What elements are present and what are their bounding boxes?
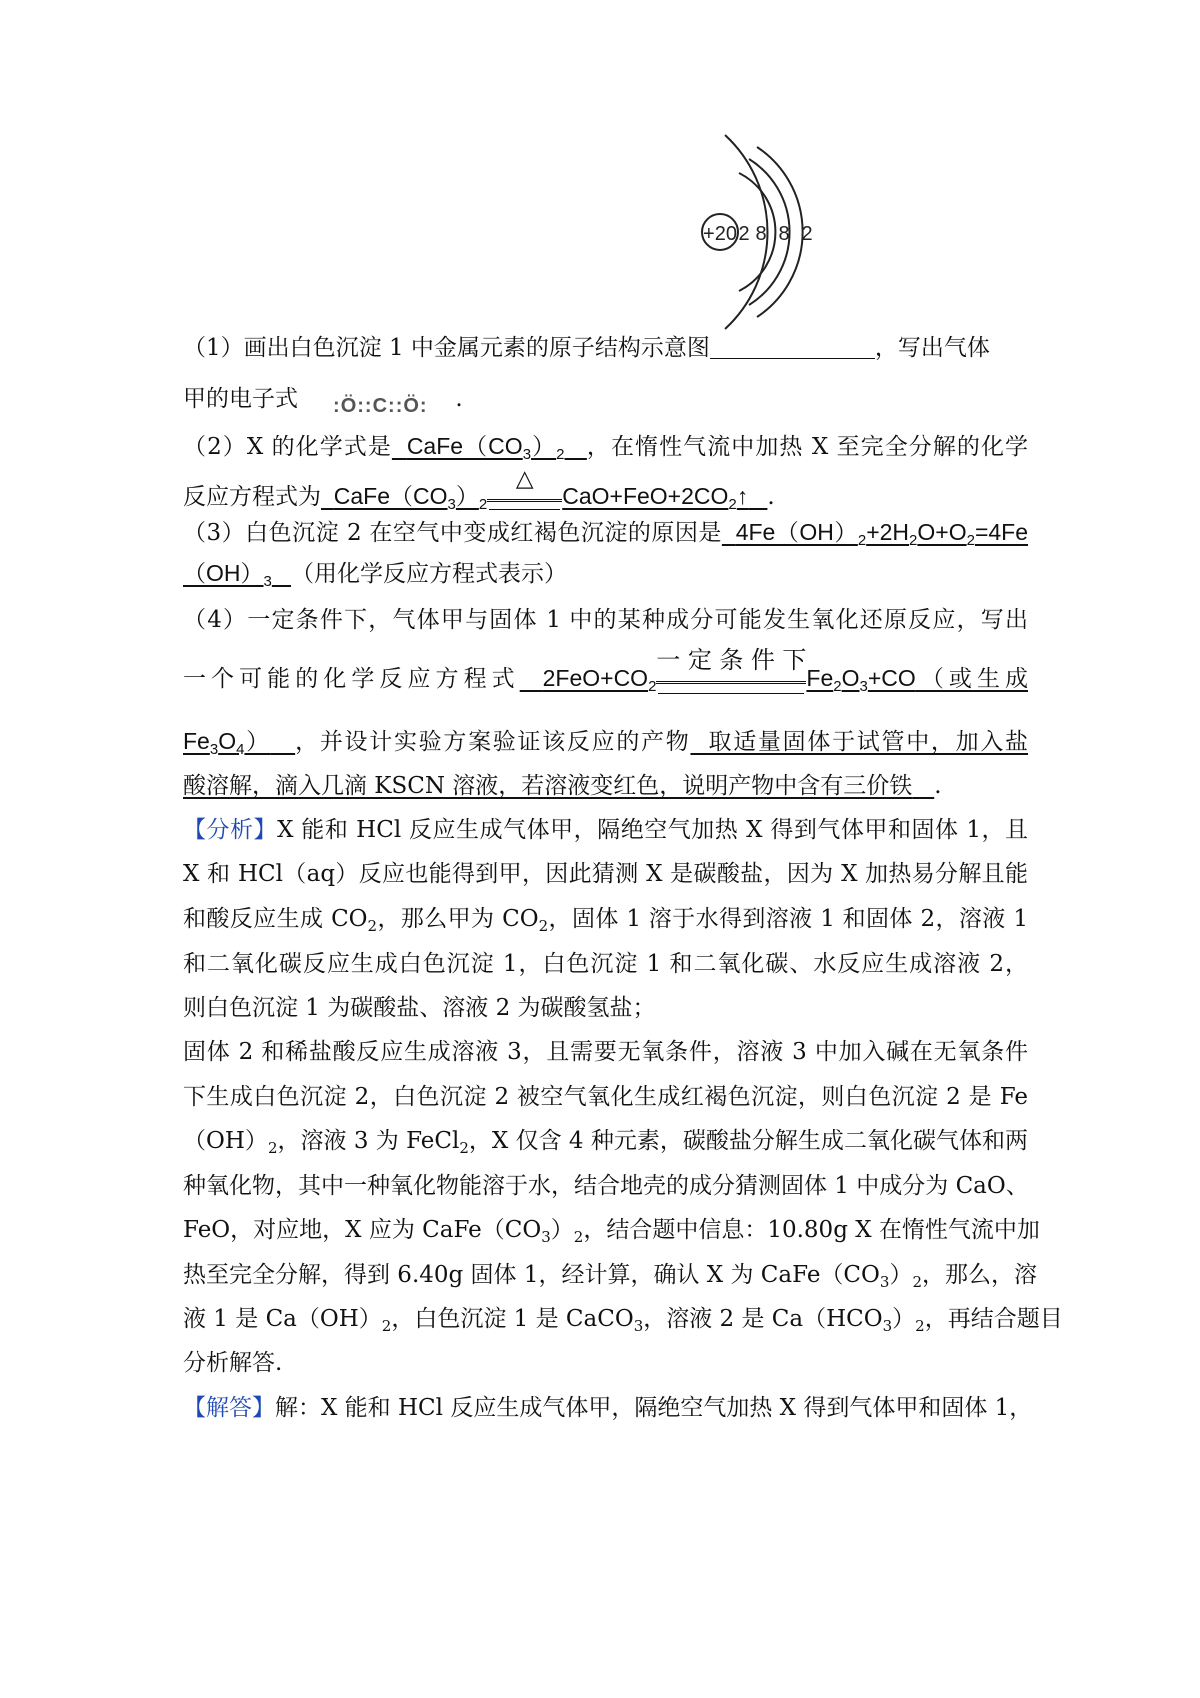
- q3-sub-d: 3: [263, 573, 272, 590]
- q3-text-a: （3）白色沉淀 2 在空气中变成红褐色沉淀的原因是: [183, 520, 722, 546]
- q3-line-2: [183, 558, 1028, 589]
- q2-end: .: [767, 484, 775, 510]
- analysis-line-8: [183, 1126, 1028, 1156]
- analysis-line-4: [183, 949, 1028, 979]
- analysis-line-9: [183, 1171, 1028, 1201]
- q4-text-a: 一个可能的化学反应方程式: [183, 666, 520, 692]
- analysis-text-7: 下生成白色沉淀 2，白色沉淀 2 被空气氧化生成红褐色沉淀，则白色沉淀 2 是 Fe: [183, 1084, 1029, 1110]
- q2-formula: CaFe（CO: [406, 433, 523, 459]
- analysis-sub-11b: 2: [912, 1273, 922, 1291]
- q1-line-2: [183, 384, 1028, 421]
- q1-answer-blank: [710, 334, 875, 359]
- analysis-text-13: 分析解答.: [183, 1350, 283, 1376]
- q2-condition-sign: [487, 465, 562, 502]
- gas-up-arrow: ↑: [736, 483, 749, 509]
- q4-alt-sub-fe: 3: [209, 741, 219, 758]
- q4-eq-left: 2FeO+CO: [542, 665, 649, 691]
- q4-condition-sign: [656, 646, 807, 684]
- analysis-line-2: [183, 859, 1028, 889]
- analysis-text-2: X 和 HCl（aq）反应也能得到甲，因此猜测 X 是碳酸盐，因为 X 加热易分解且能: [183, 861, 1028, 887]
- analysis-line-6: [183, 1037, 1028, 1067]
- q4-experiment-part1: 取适量固体于试管中，加入盐: [708, 729, 1029, 755]
- analysis-sub-3b: 2: [538, 917, 549, 935]
- analysis-line-12: [183, 1304, 1063, 1335]
- nucleus-charge: +20: [703, 223, 737, 245]
- q4-experiment-answer: [690, 729, 1028, 755]
- analysis-sub-10a: 3: [541, 1228, 551, 1246]
- analysis-text-12b: ，白色沉淀 1 是 CaCO: [391, 1306, 634, 1332]
- q2-heat-symbol: △: [515, 465, 534, 491]
- analysis-line-13: [183, 1348, 1028, 1378]
- q4-line-1: [183, 605, 1028, 635]
- analysis-text-11b: ）: [889, 1262, 913, 1288]
- analysis-text-10a: FeO，对应地，X 应为 CaFe（CO: [183, 1217, 542, 1243]
- q3-eq-b: +2H: [866, 519, 910, 545]
- q1-lewis-answer: [305, 384, 455, 421]
- q3-eq-a: 4Fe（OH）: [735, 519, 858, 545]
- q4-line-3: [183, 726, 1028, 757]
- q2-sub2: 2: [556, 446, 565, 463]
- q4-end: .: [934, 773, 942, 799]
- q2-line-2: [183, 465, 1028, 513]
- analysis-text-4: 和二氧化碳反应生成白色沉淀 1，白色沉淀 1 和二氧化碳、水反应生成溶液 2，: [183, 951, 1028, 977]
- q4-condition-text: 一定条件下: [656, 646, 807, 674]
- q2-eq-right-sub: 2: [728, 496, 737, 513]
- analysis-text-3c: ，固体 1 溶于水得到溶液 1 和固体 2，溶液 1: [548, 906, 1029, 932]
- q2-sub3: 3: [522, 446, 532, 463]
- analysis-sub-11a: 3: [879, 1273, 890, 1291]
- analysis-sub-3a: 2: [367, 917, 378, 935]
- solution-text-1: 解：X 能和 HCl 反应生成气体甲，隔绝空气加热 X 得到气体甲和固体 1，: [275, 1395, 1033, 1421]
- analysis-text-3b: ，那么甲为 CO: [377, 906, 539, 932]
- q3-sub-b: 2: [909, 532, 918, 549]
- analysis-text-11c: ，那么，溶: [921, 1262, 1037, 1288]
- q3-sub-c: 2: [966, 532, 975, 549]
- analysis-line-1: [183, 815, 1028, 845]
- q2-condition-rule: [489, 509, 560, 510]
- analysis-line-10: [183, 1215, 1040, 1246]
- analysis-text-1: X 能和 HCl 反应生成气体甲，隔绝空气加热 X 得到气体甲和固体 1，且: [277, 817, 1029, 843]
- shell-electrons-4: 2: [801, 223, 813, 245]
- q4-eq-co: +CO: [867, 665, 916, 691]
- q1-text: （1）画出白色沉淀 1 中金属元素的原子结构示意图: [183, 335, 710, 361]
- atom-structure-diagram: [703, 145, 825, 340]
- q4-condition-rule: [658, 693, 804, 694]
- analysis-line-3: [183, 904, 1028, 934]
- analysis-text-10c: ，结合题中信息：10.80g X 在惰性气流中加: [583, 1217, 1040, 1243]
- q2-line2-text: 反应方程式为: [183, 484, 321, 510]
- analysis-line-7: [183, 1082, 1028, 1112]
- q3-equation-answer-cont: [183, 560, 291, 590]
- q2-eq-sub2: 2: [478, 496, 488, 513]
- analysis-sub-12a: 2: [381, 1317, 392, 1335]
- analysis-sub-12b: 3: [633, 1317, 644, 1335]
- analysis-tag: 【分析】: [183, 817, 278, 843]
- q4-alt-open: （或生成: [915, 666, 1029, 692]
- q4-alt-fe: Fe: [183, 728, 210, 754]
- analysis-sub-12d: 2: [915, 1317, 925, 1335]
- q4-experiment-part2: 酸溶解，滴入几滴 KSCN 溶液，若溶液变红色，说明产物中含有三价铁: [183, 773, 913, 799]
- analysis-text-11a: 热至完全分解，得到 6.40g 固体 1，经计算，确认 X 为 CaFe（CO: [183, 1262, 880, 1288]
- q4-alt-close: ）: [244, 728, 271, 754]
- q3-equation-answer: [722, 519, 1029, 549]
- q4-text: （4）一定条件下，气体甲与固体 1 中的某种成分可能发生氧化还原反应，写出: [183, 607, 1028, 633]
- q2-text-b: ，在惰性气流中加热 X 至完全分解的化学: [586, 434, 1029, 460]
- shell-electrons-1: 2: [738, 223, 750, 245]
- analysis-sub-10b: 2: [573, 1228, 584, 1246]
- q4-alt-sub-o: 4: [236, 741, 245, 758]
- q3-tail: （用化学反应方程式表示）: [291, 561, 568, 587]
- analysis-text-8a: （OH）: [183, 1128, 268, 1154]
- q4-equation-answer: [520, 646, 916, 695]
- lewis-structure-co2: :Ö::C::Ö:: [333, 395, 428, 417]
- q2-eq-sub3: 3: [447, 496, 456, 513]
- solution-line-1: [183, 1393, 1033, 1423]
- q4-line-2: [183, 646, 1029, 695]
- q4-eq-sub-fe: 2: [833, 678, 842, 695]
- q4-eq-sub-o: 3: [859, 678, 868, 695]
- analysis-text-10b: ）: [550, 1217, 574, 1243]
- q2-eq-paren: ）: [455, 483, 479, 509]
- analysis-text-9: 种氧化物，其中一种氧化物能溶于水，结合地壳的成分猜测固体 1 中成分为 CaO、: [183, 1173, 1029, 1199]
- q3-line-1: [183, 517, 1028, 548]
- analysis-text-12e: ，再结合题目: [924, 1306, 1063, 1332]
- solution-tag: 【解答】: [183, 1395, 275, 1421]
- q4-eq-o: O: [841, 665, 860, 691]
- analysis-text-12c: ，溶液 2 是 Ca（HCO: [643, 1306, 883, 1332]
- analysis-text-3a: 和酸反应生成 CO: [183, 906, 368, 932]
- analysis-text-6: 固体 2 和稀盐酸反应生成溶液 3，且需要无氧条件，溶液 3 中加入碱在无氧条件: [183, 1039, 1028, 1065]
- q4-experiment-answer-cont: [183, 773, 934, 799]
- analysis-text-12d: ）: [892, 1306, 916, 1332]
- q3-eq-c: O+O: [917, 519, 967, 545]
- analysis-line-5: [183, 993, 1028, 1023]
- q2-eq-left: CaFe（CO: [333, 483, 448, 509]
- analysis-sub-8b: 2: [459, 1139, 469, 1157]
- q2-line-1: [183, 431, 1028, 462]
- shell-electrons-3: 8: [778, 223, 790, 245]
- q4-eq-left-sub: 2: [648, 678, 657, 695]
- analysis-text-8b: ，溶液 3 为 FeCl: [277, 1128, 460, 1154]
- q4-alt-o: O: [218, 728, 237, 754]
- q2-formula-answer: [392, 433, 587, 463]
- q2-paren: ）: [531, 433, 557, 459]
- q2-eq-right: CaO+FeO+2CO: [562, 483, 729, 509]
- q4-line-4: [183, 771, 1028, 801]
- q4-alt-product: [183, 728, 295, 758]
- q3-sub-a: 2: [857, 532, 867, 549]
- q1-line-1: [183, 333, 1028, 363]
- q3-eq-cont: （OH）: [183, 560, 264, 586]
- analysis-sub-12c: 3: [882, 1317, 893, 1335]
- shell-electrons-2: 8: [755, 223, 767, 245]
- analysis-text-12a: 液 1 是 Ca（OH）: [183, 1306, 382, 1332]
- q1-end: .: [455, 386, 463, 412]
- q3-eq-d: =4Fe: [974, 519, 1029, 545]
- analysis-text-5: 则白色沉淀 1 为碳酸盐、溶液 2 为碳酸氢盐；: [183, 995, 656, 1021]
- q4-text-b: ，并设计实验方案验证该反应的产物: [295, 729, 691, 755]
- q2-equation-answer: [321, 465, 767, 513]
- analysis-sub-8a: 2: [267, 1139, 278, 1157]
- q1-line2-text: 甲的电子式: [183, 386, 298, 412]
- analysis-text-8c: ，X 仅含 4 种元素，碳酸盐分解生成二氧化碳气体和两: [468, 1128, 1028, 1154]
- analysis-line-11: [183, 1260, 1037, 1291]
- q1-text-tail: ，写出气体: [874, 335, 990, 361]
- q2-text-a: （2）X 的化学式是: [183, 434, 392, 460]
- q4-eq-fe: Fe: [806, 665, 834, 691]
